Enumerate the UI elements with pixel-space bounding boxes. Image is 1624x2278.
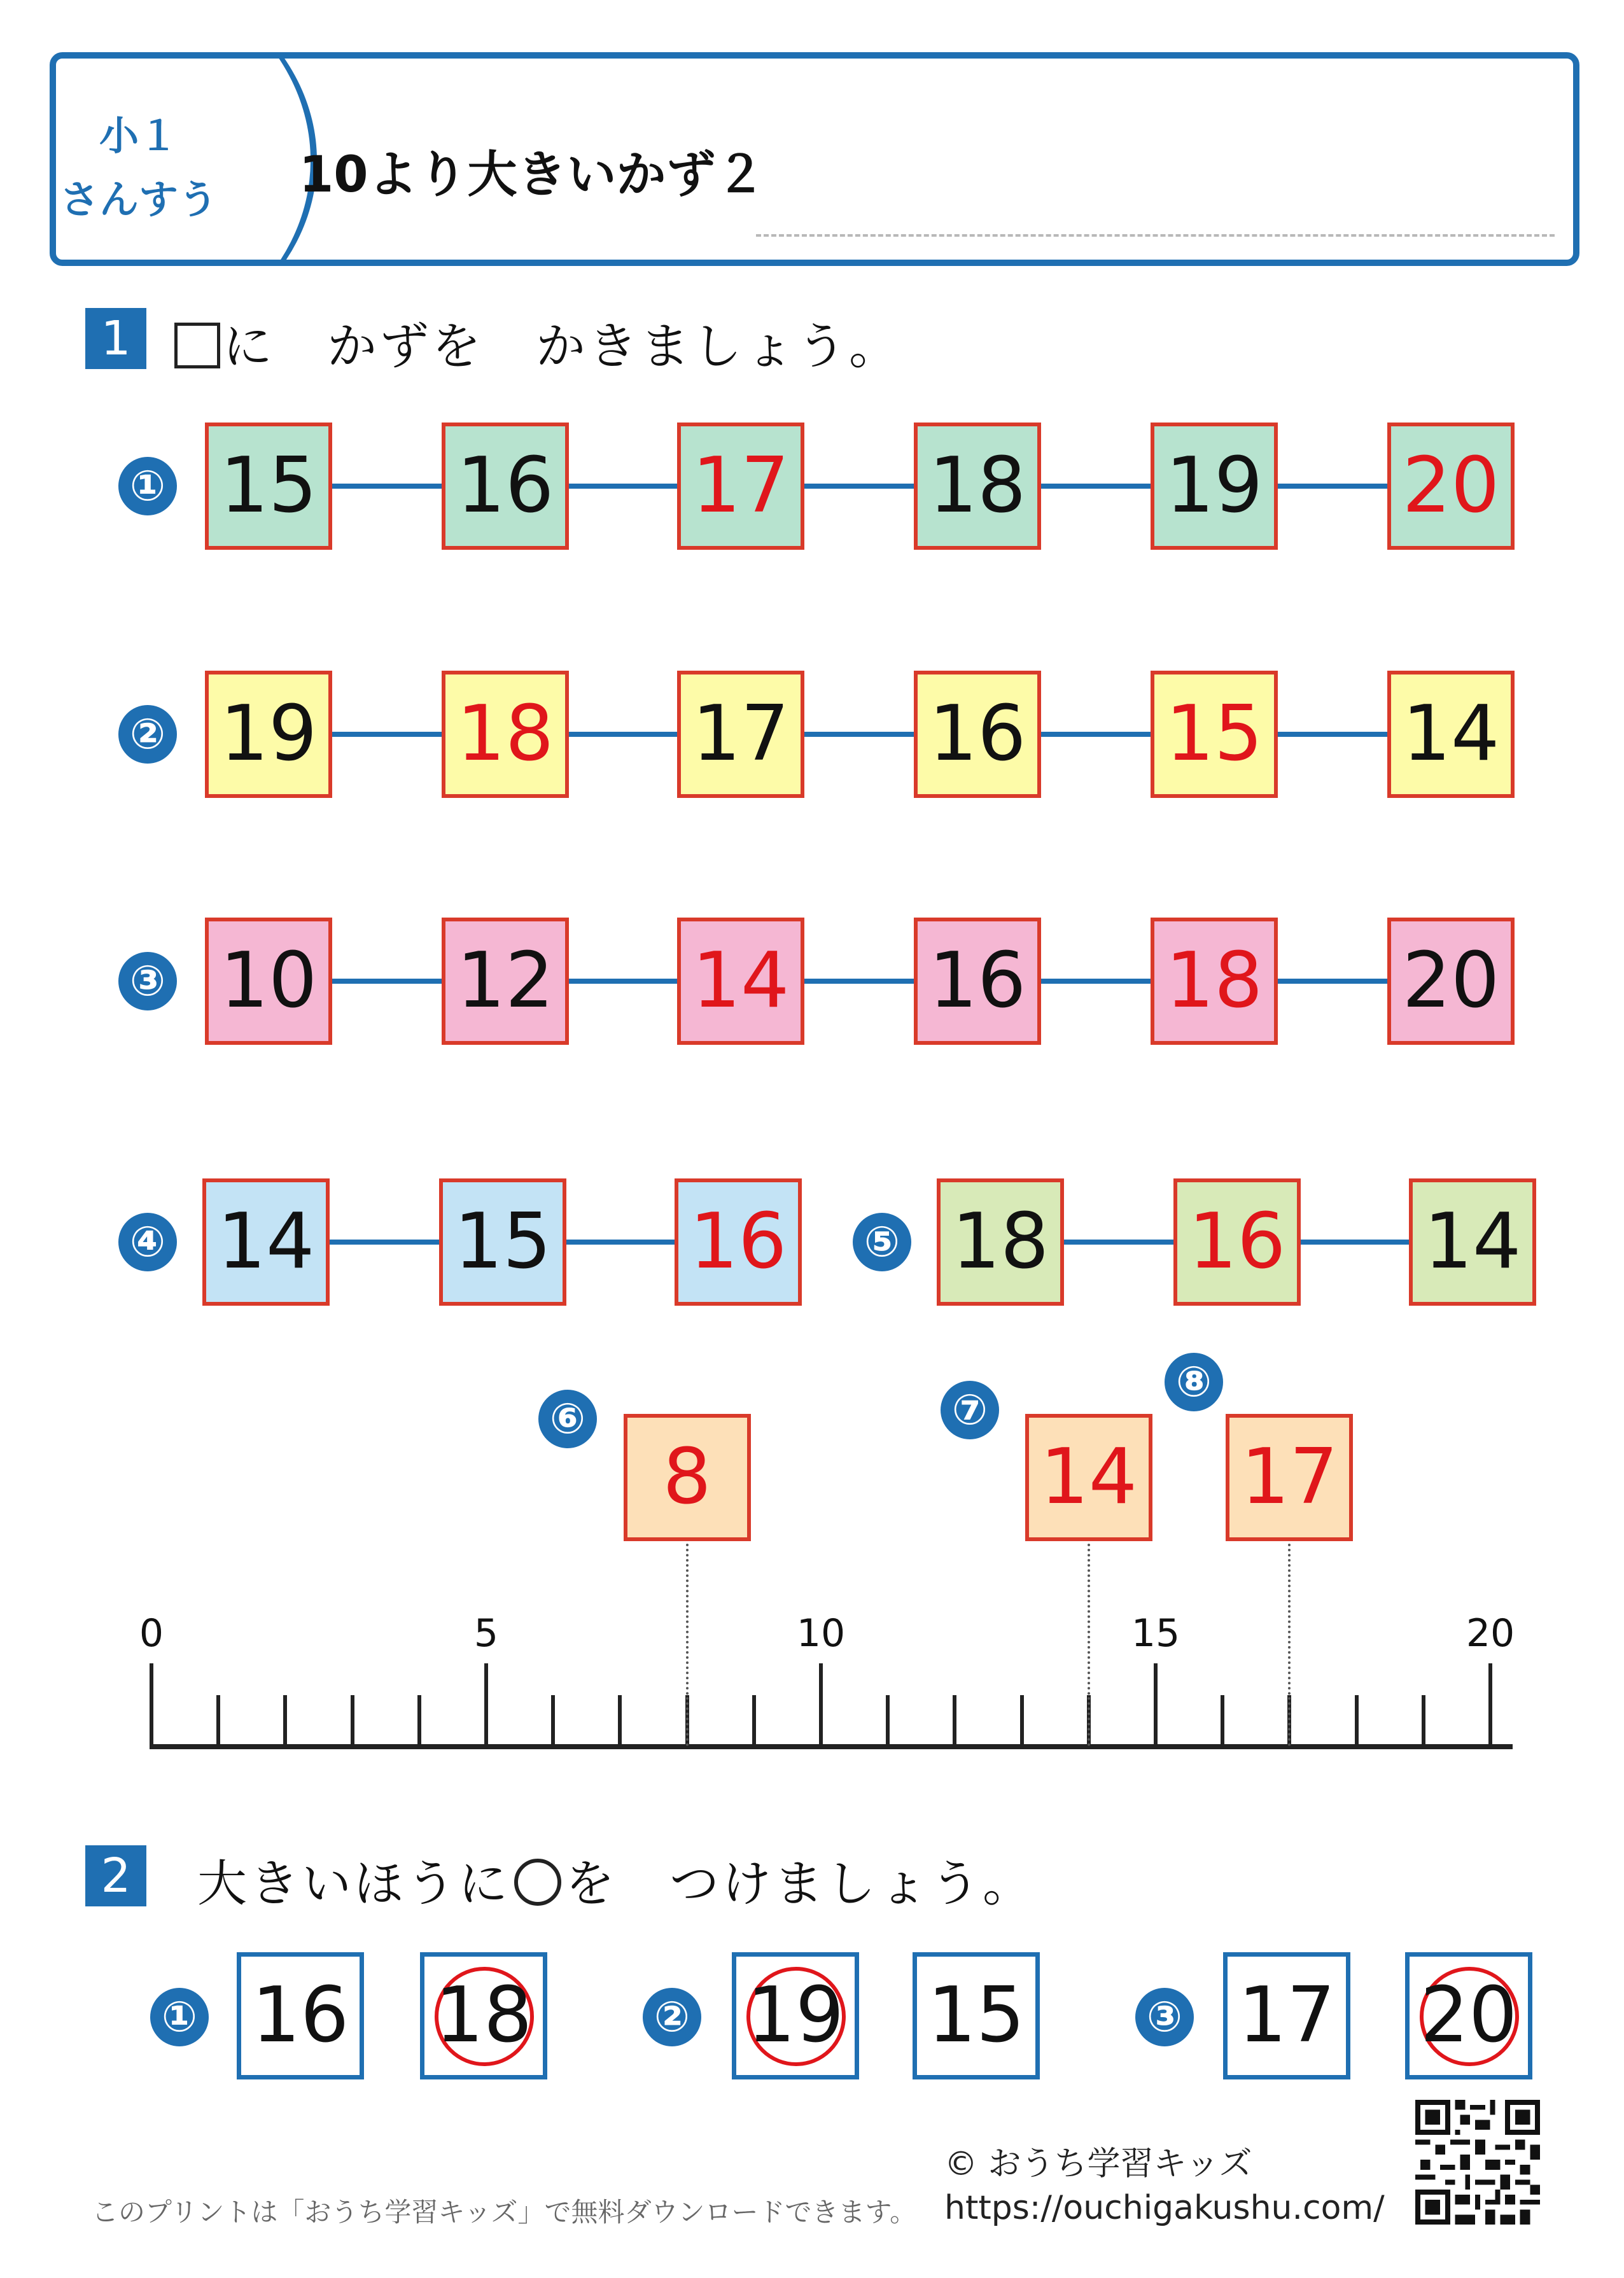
connector-line bbox=[802, 732, 916, 737]
item-number-3: ③ bbox=[118, 952, 177, 1010]
copyright: © おうち学習キッズ bbox=[944, 2145, 1252, 2183]
number-box[interactable]: 19 bbox=[205, 671, 332, 798]
connector-line bbox=[330, 484, 444, 489]
compare-number: 19 bbox=[746, 1971, 844, 2060]
number-box[interactable]: 18 bbox=[914, 423, 1041, 550]
connector-line bbox=[327, 1240, 442, 1245]
tick-label: 10 bbox=[796, 1611, 846, 1656]
compare-number: 20 bbox=[1420, 1971, 1518, 2060]
number-box[interactable]: 16 bbox=[914, 918, 1041, 1045]
number-box[interactable]: 17 bbox=[1226, 1414, 1353, 1541]
number-box[interactable]: 16 bbox=[442, 423, 569, 550]
number-box[interactable]: 18 bbox=[1151, 918, 1278, 1045]
marker-guide-line bbox=[1288, 1544, 1291, 1746]
item-number-2: ② bbox=[118, 705, 177, 764]
major-tick bbox=[1154, 1663, 1158, 1746]
marker-guide-line bbox=[686, 1544, 689, 1746]
section-1-instruction: に かずを かきましょう。 bbox=[174, 307, 901, 378]
connector-line bbox=[1061, 1240, 1176, 1245]
compare-number: 18 bbox=[435, 1971, 533, 2060]
number-box[interactable]: 16 bbox=[914, 671, 1041, 798]
number-box[interactable]: 14 bbox=[1409, 1178, 1536, 1306]
item-number-4: ④ bbox=[118, 1213, 177, 1271]
name-line bbox=[756, 234, 1555, 237]
connector-line bbox=[1298, 1240, 1411, 1245]
minor-tick bbox=[216, 1695, 220, 1746]
compare-number-box[interactable] bbox=[913, 1952, 1040, 2079]
connector-line bbox=[1275, 732, 1390, 737]
worksheet-title: 10より大きいかず２ bbox=[299, 146, 766, 204]
section-2-instruction: 大きいほうに を つけましょう。 bbox=[197, 1855, 1035, 1913]
item-number-8: ⑧ bbox=[1165, 1353, 1223, 1411]
connector-line bbox=[802, 979, 916, 984]
tick-label: 15 bbox=[1131, 1611, 1180, 1656]
compare-number: 17 bbox=[1238, 1971, 1336, 2060]
connector-line bbox=[1039, 484, 1153, 489]
number-box[interactable]: 17 bbox=[677, 423, 804, 550]
number-box[interactable]: 15 bbox=[1151, 671, 1278, 798]
number-box[interactable]: 18 bbox=[442, 671, 569, 798]
connector-line bbox=[566, 979, 680, 984]
number-box[interactable]: 14 bbox=[1387, 671, 1515, 798]
number-box[interactable]: 16 bbox=[1173, 1178, 1301, 1306]
connector-line bbox=[1039, 732, 1153, 737]
tick-label: 20 bbox=[1466, 1611, 1515, 1656]
minor-tick bbox=[618, 1695, 622, 1746]
qr-code-icon bbox=[1415, 2100, 1540, 2225]
connector-line bbox=[1275, 484, 1390, 489]
connector-line bbox=[564, 1240, 677, 1245]
minor-tick bbox=[417, 1695, 421, 1746]
compare-number-box[interactable] bbox=[420, 1952, 547, 2079]
grade-label: 小１ bbox=[99, 113, 178, 159]
connector-line bbox=[330, 979, 444, 984]
connector-line bbox=[1039, 979, 1153, 984]
compare-item-3: ③ bbox=[1135, 1988, 1194, 2046]
number-box[interactable]: 15 bbox=[205, 423, 332, 550]
subject-label: さんすう bbox=[59, 176, 218, 223]
tick-label: 5 bbox=[473, 1611, 499, 1656]
number-box[interactable]: 12 bbox=[442, 918, 569, 1045]
minor-tick bbox=[283, 1695, 287, 1746]
minor-tick bbox=[886, 1695, 890, 1746]
compare-number: 16 bbox=[251, 1971, 349, 2060]
minor-tick bbox=[1355, 1695, 1359, 1746]
item-number-7: ⑦ bbox=[941, 1381, 999, 1439]
compare-number-box[interactable] bbox=[1223, 1952, 1350, 2079]
number-box[interactable]: 15 bbox=[439, 1178, 566, 1306]
number-box[interactable]: 20 bbox=[1387, 423, 1515, 550]
connector-line bbox=[566, 484, 680, 489]
blank-box-icon bbox=[174, 323, 220, 368]
major-tick bbox=[819, 1663, 823, 1746]
major-tick bbox=[1488, 1663, 1492, 1746]
number-box[interactable]: 18 bbox=[937, 1178, 1064, 1306]
item-number-1: ① bbox=[118, 457, 177, 515]
compare-item-1: ① bbox=[150, 1988, 209, 2046]
connector-line bbox=[1275, 979, 1390, 984]
number-box[interactable]: 14 bbox=[677, 918, 804, 1045]
compare-item-2: ② bbox=[643, 1988, 701, 2046]
major-tick bbox=[484, 1663, 488, 1746]
number-box[interactable]: 8 bbox=[624, 1414, 751, 1541]
section-2-badge: 2 bbox=[85, 1845, 146, 1906]
minor-tick bbox=[351, 1695, 354, 1746]
connector-line bbox=[566, 732, 680, 737]
compare-number-box[interactable] bbox=[237, 1952, 364, 2079]
compare-number-box[interactable] bbox=[732, 1952, 859, 2079]
minor-tick bbox=[1422, 1695, 1425, 1746]
number-box[interactable]: 16 bbox=[675, 1178, 802, 1306]
item-number-6: ⑥ bbox=[538, 1390, 597, 1448]
worksheet-header bbox=[50, 52, 1579, 266]
major-tick bbox=[150, 1663, 153, 1746]
marker-guide-line bbox=[1088, 1544, 1090, 1746]
section-1-badge: 1 bbox=[85, 308, 146, 369]
number-box[interactable]: 19 bbox=[1151, 423, 1278, 550]
number-box[interactable]: 14 bbox=[202, 1178, 330, 1306]
number-box[interactable]: 10 bbox=[205, 918, 332, 1045]
circle-mark-icon bbox=[514, 1859, 561, 1906]
minor-tick bbox=[1221, 1695, 1224, 1746]
minor-tick bbox=[752, 1695, 756, 1746]
number-box[interactable]: 17 bbox=[677, 671, 804, 798]
connector-line bbox=[802, 484, 916, 489]
number-box[interactable]: 20 bbox=[1387, 918, 1515, 1045]
site-url[interactable]: https://ouchigakushu.com/ bbox=[944, 2189, 1385, 2227]
compare-number-box[interactable] bbox=[1405, 1952, 1532, 2079]
number-box[interactable]: 14 bbox=[1025, 1414, 1152, 1541]
minor-tick bbox=[953, 1695, 956, 1746]
footer-note: このプリントは「おうち学習キッズ」で無料ダウンロードできます。 bbox=[92, 2197, 917, 2228]
minor-tick bbox=[551, 1695, 555, 1746]
item-number-5: ⑤ bbox=[853, 1213, 911, 1271]
minor-tick bbox=[1020, 1695, 1024, 1746]
connector-line bbox=[330, 732, 444, 737]
compare-number: 15 bbox=[927, 1971, 1025, 2060]
tick-label: 0 bbox=[139, 1611, 164, 1656]
